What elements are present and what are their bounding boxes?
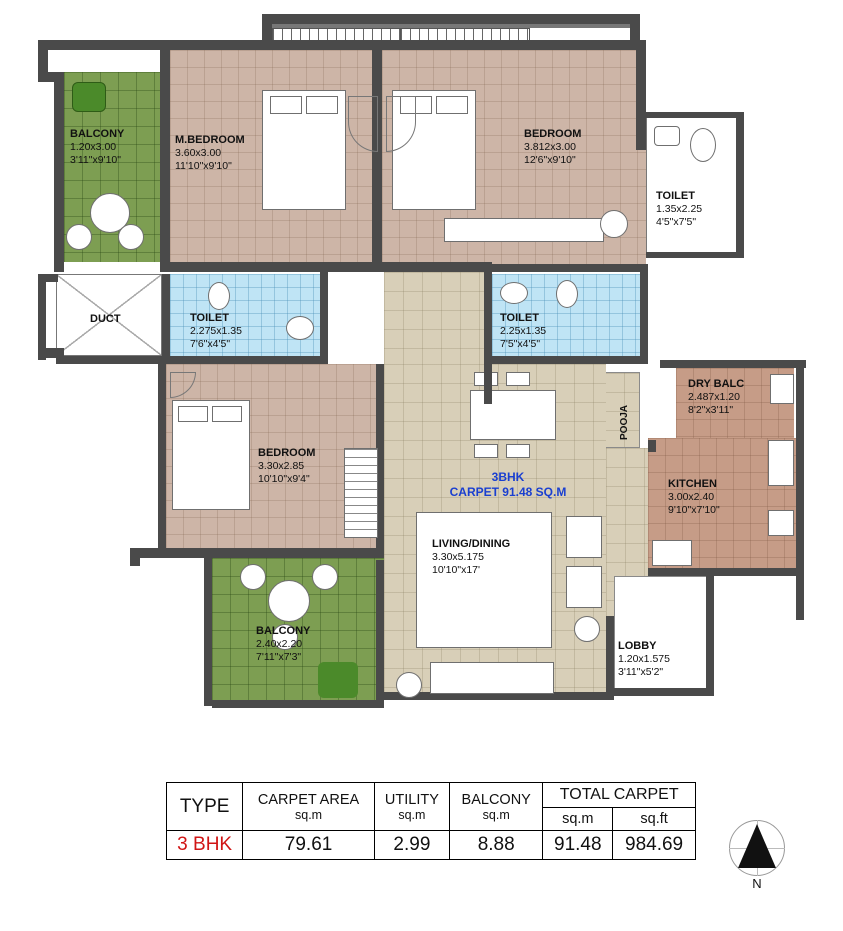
- furniture-pillow: [178, 406, 208, 422]
- table-row: [167, 831, 696, 860]
- wall-segment: [614, 688, 714, 696]
- fixture-washbasin: [500, 282, 528, 304]
- furniture-pillow: [270, 96, 302, 114]
- furniture-pillow: [212, 406, 242, 422]
- furniture-wardrobe: [444, 218, 604, 242]
- plant-motif: [318, 662, 358, 698]
- furniture-chair: [240, 564, 266, 590]
- wall-segment: [204, 556, 212, 706]
- furniture-chair: [312, 564, 338, 590]
- fixture-washbasin: [654, 126, 680, 146]
- room-label-pooja: POOJA: [619, 404, 630, 440]
- room-label-kitchen: KITCHEN 3.00x2.40 9'10"x7'10": [668, 478, 720, 516]
- room-living-dining: [384, 272, 484, 364]
- unit-type-label: 3BHK CARPET 91.48 SQ.M: [449, 470, 567, 499]
- wall-segment: [736, 112, 744, 258]
- wall-segment: [376, 560, 384, 708]
- wall-segment: [606, 616, 614, 700]
- header-total-sqm: sq.m: [543, 808, 613, 831]
- fixture-hob: [768, 510, 794, 536]
- fixture-counter: [768, 440, 794, 486]
- furniture-chair: [474, 444, 498, 458]
- wall-segment: [212, 700, 384, 708]
- fixture-washing-machine: [770, 374, 794, 404]
- wall-segment: [706, 572, 714, 694]
- wall-segment: [162, 274, 170, 356]
- cell-total-sqm: 91.48: [543, 831, 613, 860]
- furniture-pillow: [306, 96, 338, 114]
- wall-segment: [130, 548, 384, 558]
- furniture-dining-table: [470, 390, 556, 440]
- table-header-row: [167, 783, 696, 808]
- wall-segment: [646, 112, 744, 118]
- room-label-toilet-1: TOILET 2.275x1.35 7'6"x4'5": [190, 312, 242, 350]
- wall-segment: [130, 548, 140, 566]
- wall-segment: [262, 14, 640, 24]
- wall-segment: [796, 360, 804, 620]
- furniture-wardrobe: [344, 448, 378, 538]
- header-total-carpet: TOTAL CARPET: [543, 783, 696, 808]
- header-carpet-area: CARPET AREA sq.m: [243, 783, 375, 831]
- wall-segment: [636, 40, 646, 150]
- wall-segment: [160, 40, 170, 272]
- room-label-bedroom-2: BEDROOM 3.812x3.00 12'6"x9'10": [524, 128, 582, 166]
- fixture-toilet: [556, 280, 578, 308]
- room-label-balcony-living: BALCONY 2.40x2.20 7'11"x7'3": [256, 625, 311, 663]
- furniture-chair: [66, 224, 92, 250]
- furniture-sofa: [416, 512, 552, 648]
- room-label-toilet-2: TOILET 2.25x1.35 7'5"x4'5": [500, 312, 547, 350]
- wall-segment: [660, 360, 806, 368]
- wall-segment: [484, 364, 492, 404]
- cell-type: 3 BHK: [167, 831, 243, 860]
- furniture-chair: [118, 224, 144, 250]
- header-total-sqft: sq.ft: [613, 808, 696, 831]
- furniture-armchair: [566, 566, 602, 608]
- wall-segment: [640, 264, 648, 364]
- room-label-master-bedroom: M.BEDROOM 3.60x3.00 11'10"x9'10": [175, 134, 245, 172]
- wall-segment: [382, 262, 492, 272]
- wall-segment: [166, 356, 328, 364]
- wall-segment: [484, 272, 492, 364]
- wall-segment: [160, 262, 382, 272]
- wall-segment: [320, 272, 328, 364]
- wall-segment: [372, 40, 382, 272]
- header-balcony: BALCONY sq.m: [449, 783, 542, 831]
- cell-total-sqft: 984.69: [613, 831, 696, 860]
- furniture-chair: [396, 672, 422, 698]
- wall-segment: [492, 356, 648, 364]
- room-label-lobby: LOBBY 1.20x1.575 3'11"x5'2": [618, 640, 670, 678]
- furniture-chair: [506, 372, 530, 386]
- north-compass: [724, 820, 790, 908]
- cell-balcony: 8.88: [449, 831, 542, 860]
- room-label-living-dining: LIVING/DINING 3.30x5.175 10'10"x17': [432, 538, 511, 576]
- north-arrow-icon: [738, 824, 776, 868]
- wall-segment: [382, 40, 646, 50]
- furniture-side-table: [574, 616, 600, 642]
- wall-segment: [646, 252, 744, 258]
- furniture-pillow: [436, 96, 468, 114]
- furniture-round-table: [268, 580, 310, 622]
- room-label-duct: DUCT: [90, 313, 121, 325]
- furniture-sofa-3seater: [430, 662, 554, 694]
- fixture-washbasin: [286, 316, 314, 340]
- wall-segment: [648, 440, 656, 452]
- plant-motif: [72, 82, 106, 112]
- wall-segment: [648, 568, 798, 576]
- room-label-toilet-3: TOILET 1.35x2.25 4'5"x7'5": [656, 190, 703, 228]
- wall-segment: [38, 40, 168, 50]
- furniture-chair: [600, 210, 628, 238]
- wall-segment: [158, 364, 166, 550]
- compass-label: N: [752, 876, 762, 891]
- fixture-toilet: [208, 282, 230, 310]
- wall-segment: [56, 356, 166, 364]
- wall-segment: [170, 40, 382, 50]
- cell-utility: 2.99: [374, 831, 449, 860]
- header-utility: UTILITY sq.m: [374, 783, 449, 831]
- room-label-bedroom-3: BEDROOM 3.30x2.85 10'10"x9'4": [258, 447, 316, 485]
- cell-carpet-area: 79.61: [243, 831, 375, 860]
- wall-segment: [492, 264, 648, 272]
- furniture-armchair: [566, 516, 602, 558]
- fixture-toilet: [690, 128, 716, 162]
- fixture-sink: [652, 540, 692, 566]
- room-label-dry-balcony: DRY BALC 2.487x1.20 8'2"x3'11": [688, 378, 745, 416]
- area-statement-table: [166, 782, 696, 860]
- room-label-balcony-master: BALCONY 1.20x3.00 3'11"x9'10": [70, 128, 125, 166]
- header-type: TYPE: [167, 783, 243, 831]
- wall-segment: [54, 72, 64, 272]
- furniture-chair: [506, 444, 530, 458]
